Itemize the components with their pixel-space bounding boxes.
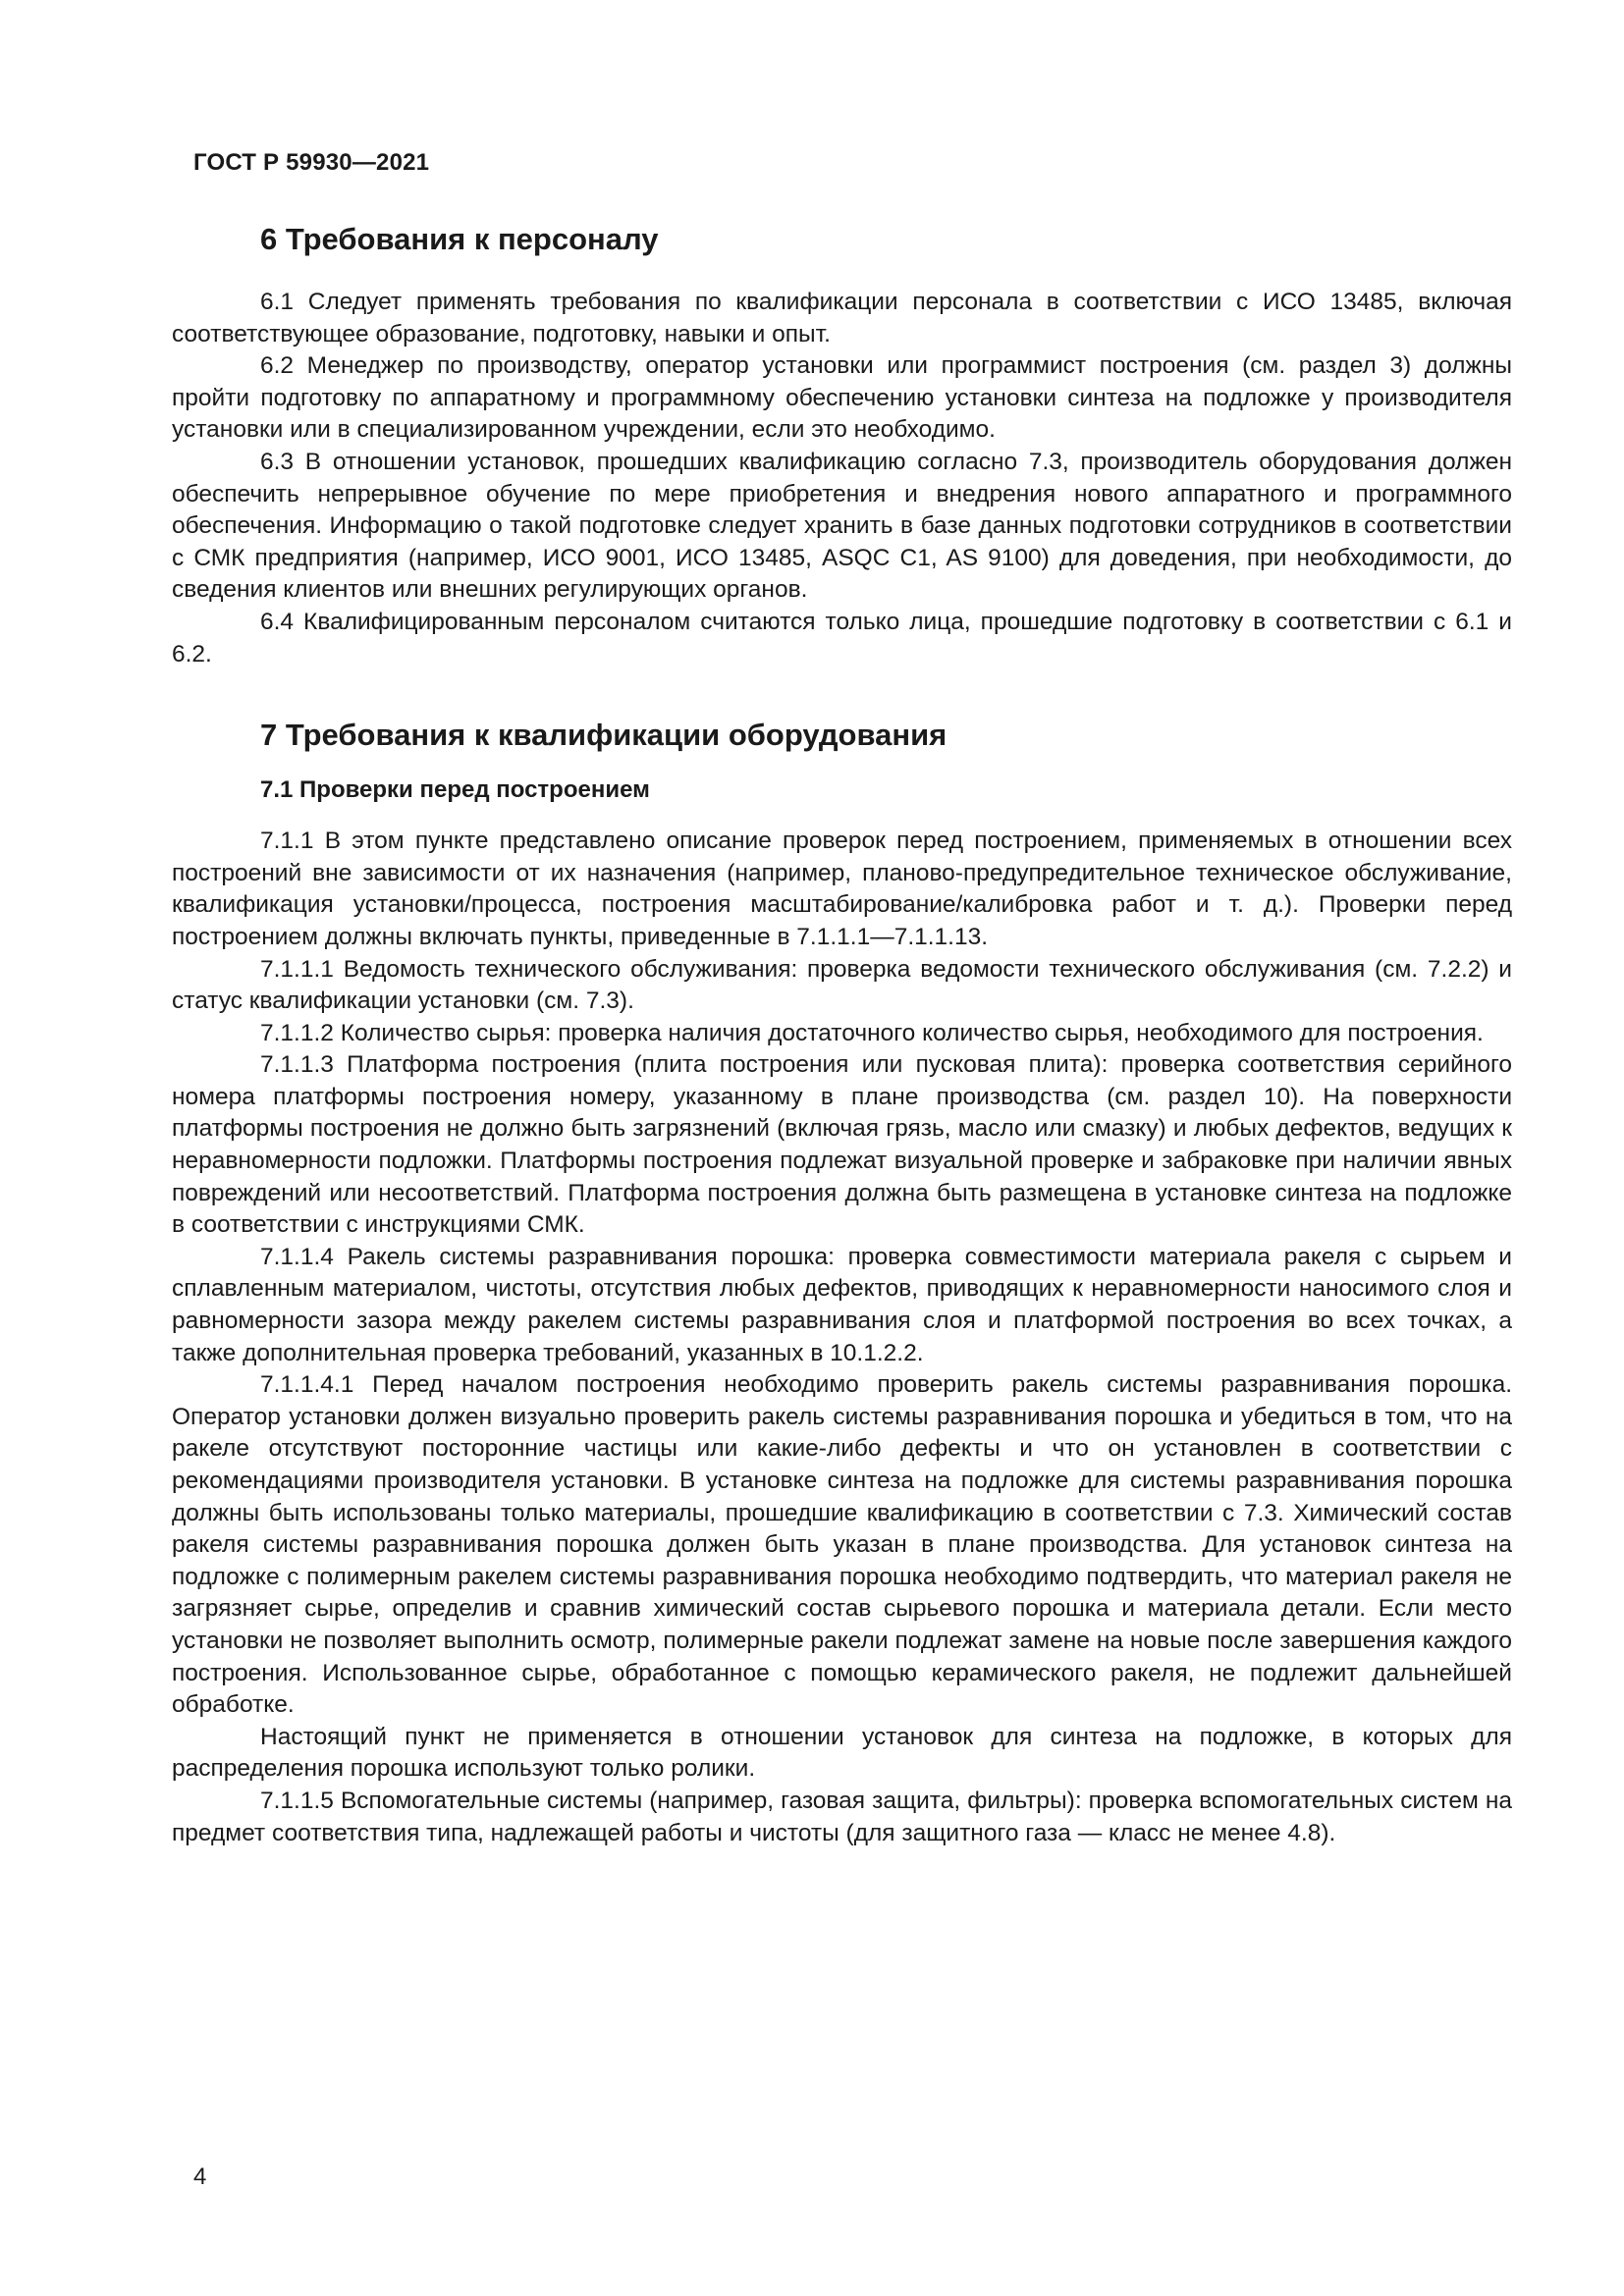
paragraph-7-1-1-4-1: 7.1.1.4.1 Перед началом построения необходимо проверить ракель системы разравнивания порошка. Оператор установки должен визуально проверить ракель системы разравнивания порошка и убедиться в том, что на ракеле отсутствуют посторонние частицы или какие-либо дефекты и что он установлен в соответствии с рекомендациями производителя установки. В установке синтеза на подложке для системы разравнивания порошка должны быть использованы только материалы, прошедшие квалификацию в соответствии с 7.3. Химический состав ракеля системы разравнивания порошка должен быть указан в плане производства. Для установок синтеза на подложке с полимерным ракелем системы разравнивания порошка необходимо подтвердить, что материал ракеля не загрязняет сырье, определив и сравнив химический состав сырьевого порошка и материала детали. Если место установки не позволяет выполнить осмотр, полимерные ракели подлежат замене на новые после завершения каждого построения. Использованное сырье, обработанное с помощью керамического ракеля, не подлежит дальнейшей обработке. [172,1371,1512,1719]
page-content [172,218,1512,1849]
subsection-7-1-title: 7.1 Проверки перед построением [260,776,650,804]
document-code-header: ГОСТ Р 59930—2021 [193,149,430,176]
paragraph-7-1-1-2: 7.1.1.2 Количество сырья: проверка наличия достаточного количество сырья, необходимого для построения. [260,1019,1484,1046]
paragraph-7-1-1: 7.1.1 В этом пункте представлено описание проверок перед построением, применяемых в отношении всех построений вне зависимости от их назначения (например, планово-предупредительное техническое обслуживание, квалификация установки/процесса, построения масштабирование/калибровка работ и т. д.). Проверки перед построением должны включать пункты, приведенные в 7.1.1.1—7.1.1.13. [172,828,1512,950]
section-6-title: 6 Требования к персоналу [260,222,659,256]
page-number: 4 [193,2163,207,2190]
paragraph-note-rollers: Настоящий пункт не применяется в отношении установок для синтеза на подложке, в которых для распределения порошка используют только ролики. [172,1723,1512,1783]
section-7-body [172,826,1512,1849]
paragraph-7-1-1-1: 7.1.1.1 Ведомость технического обслуживания: проверка ведомости технического обслуживания (см. 7.2.2) и статус квалификации установки (см. 7.3). [172,955,1512,1015]
paragraph-7-1-1-4: 7.1.1.4 Ракель системы разравнивания порошка: проверка совместимости материала ракеля с сырьем и сплавленным материалом, чистоты, отсутствия любых дефектов, приводящих к неравномерности наносимого слоя и равномерности зазора между ракелем системы разравнивания слоя и платформой построения во всех точках, а также дополнительная проверка требований, указанных в 10.1.2.2. [172,1243,1512,1366]
paragraph-6-1: 6.1 Следует применять требования по квалификации персонала в соответствии с ИСО 13485, включая соответствующее образование, подготовку, навыки и опыт. [172,289,1512,347]
paragraph-6-3: 6.3 В отношении установок, прошедших квалификацию согласно 7.3, производитель оборудования должен обеспечить непрерывное обучение по мере приобретения и внедрения нового аппаратного и программного обеспечения. Информацию о такой подготовке следует хранить в базе данных подготовки сотрудников в соответствии с СМК предприятия (например, ИСО 9001, ИСО 13485, ASQC C1, AS 9100) для доведения, при необходимости, до сведения клиентов или внешних регулирующих органов. [172,448,1512,604]
paragraph-6-2: 6.2 Менеджер по производству, оператор установки или программист построения (см. раздел 3) должны пройти подготовку по аппаратному и программному обеспечению установки синтеза на подложке у производителя установки или в специализированном учреждении, если это необходимо. [172,352,1512,444]
section-7-title: 7 Требования к квалификации оборудования [260,718,947,753]
paragraph-7-1-1-3: 7.1.1.3 Платформа построения (плита построения или пусковая плита): проверка соответствия серийного номера платформы построения номеру, указанному в плане производства (см. раздел 10). На поверхности платформы построения не должно быть загрязнений (включая грязь, масло или смазку) и любых дефектов, ведущих к неравномерности подложки. Платформы построения подлежат визуальной проверке и забраковке при наличии явных повреждений или несоответствий. Платформа построения должна быть размещена в установке синтеза на подложке в соответствии с инструкциями СМК. [172,1051,1512,1239]
section-6-body [172,287,1512,670]
paragraph-6-4: 6.4 Квалифицированным персоналом считаются только лица, прошедшие подготовку в соответствии с 6.1 и 6.2. [172,608,1512,667]
paragraph-7-1-1-5: 7.1.1.5 Вспомогательные системы (например, газовая защита, фильтры): проверка вспомогательных систем на предмет соответствия типа, надлежащей работы и чистоты (для защитного газа — класс не менее 4.8). [172,1787,1512,1846]
